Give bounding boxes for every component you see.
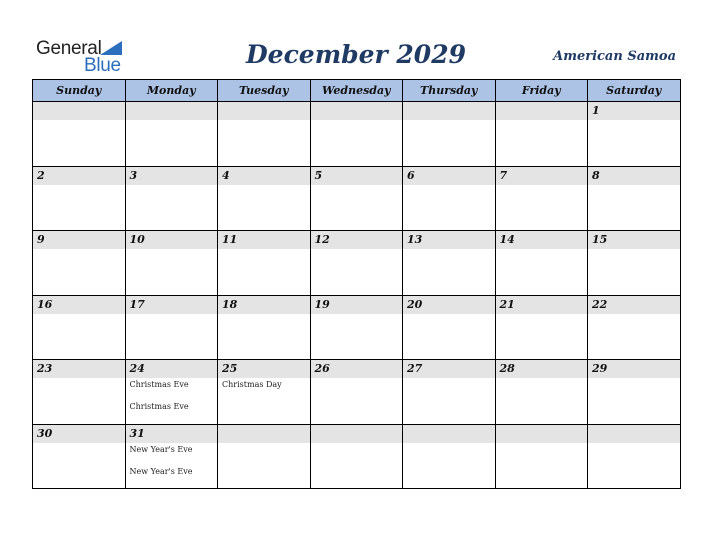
day-cell[interactable]	[403, 295, 496, 360]
day-number-band	[218, 296, 310, 314]
day-cell[interactable]	[588, 424, 681, 489]
day-number: 20	[407, 297, 423, 311]
day-number-band	[403, 360, 495, 378]
day-number-band	[311, 102, 403, 120]
holiday-event: New Year's Eve	[129, 444, 193, 454]
day-cell[interactable]	[218, 295, 311, 360]
weekday-header: Sunday	[33, 80, 126, 102]
weekday-header: Tuesday	[218, 80, 311, 102]
day-number: 5	[314, 168, 323, 182]
day-cell[interactable]	[495, 166, 588, 231]
day-number-band	[403, 167, 495, 185]
day-number-band	[588, 167, 680, 185]
day-cell[interactable]	[33, 424, 126, 489]
week-row	[33, 424, 681, 489]
day-number: 19	[314, 297, 330, 311]
day-number-band	[33, 102, 125, 120]
day-cell[interactable]	[125, 166, 218, 231]
day-number: 27	[407, 362, 423, 375]
day-cell[interactable]	[310, 231, 403, 296]
day-cell[interactable]	[495, 295, 588, 360]
day-number-band	[403, 102, 495, 120]
day-number-band	[311, 360, 403, 378]
day-number-band	[588, 425, 680, 443]
day-number: 14	[499, 233, 515, 246]
day-cell[interactable]	[495, 102, 588, 167]
day-cell[interactable]	[495, 231, 588, 296]
calendar-grid	[32, 79, 681, 489]
day-number-band	[588, 296, 680, 314]
day-number: 11	[222, 233, 238, 246]
day-cell[interactable]	[588, 102, 681, 167]
day-cell[interactable]	[33, 231, 126, 296]
calendar-title: December 2029	[245, 40, 466, 69]
day-number-band	[403, 425, 495, 443]
day-number: 4	[222, 168, 230, 182]
day-number: 23	[37, 362, 53, 375]
day-cell[interactable]	[403, 166, 496, 231]
day-number: 6	[407, 168, 415, 182]
day-cell[interactable]	[588, 360, 681, 425]
week-row	[33, 360, 681, 425]
day-number-band	[33, 360, 125, 378]
day-number-band	[126, 360, 218, 378]
day-cell[interactable]	[218, 231, 311, 296]
day-number-band	[218, 425, 310, 443]
day-number: 15	[592, 233, 608, 246]
day-cell[interactable]	[588, 295, 681, 360]
weekday-header: Friday	[495, 80, 588, 102]
day-number: 17	[129, 297, 145, 311]
day-number-band	[588, 360, 680, 378]
day-cell[interactable]	[33, 360, 126, 425]
day-cell[interactable]	[218, 102, 311, 167]
logo-blue-text: Blue	[84, 55, 121, 76]
day-number-band	[496, 102, 588, 120]
day-cell[interactable]	[310, 102, 403, 167]
week-row	[33, 102, 681, 167]
day-number: 24	[129, 362, 145, 375]
day-cell[interactable]	[588, 166, 681, 231]
region-label: American Samoa	[553, 49, 676, 64]
day-cell[interactable]	[310, 424, 403, 489]
day-number-band	[311, 425, 403, 443]
day-number: 22	[592, 297, 608, 311]
weekday-header: Saturday	[588, 80, 681, 102]
day-cell[interactable]	[125, 231, 218, 296]
day-cell[interactable]	[588, 231, 681, 296]
day-cell[interactable]	[403, 360, 496, 425]
day-number: 10	[129, 233, 145, 246]
logo-general-text: General	[36, 38, 102, 59]
day-number-band	[588, 231, 680, 249]
day-number: 25	[222, 362, 238, 375]
day-number: 18	[222, 297, 238, 311]
day-number: 12	[314, 233, 330, 246]
day-cell[interactable]	[125, 424, 218, 489]
day-number-band	[496, 360, 588, 378]
day-number-band	[496, 296, 588, 314]
day-number-band	[403, 296, 495, 314]
day-number: 26	[314, 362, 330, 375]
day-cell[interactable]	[33, 102, 126, 167]
day-cell[interactable]	[403, 102, 496, 167]
day-number-band	[33, 167, 125, 185]
day-cell[interactable]	[310, 166, 403, 231]
week-row	[33, 166, 681, 231]
day-number: 13	[407, 233, 423, 246]
day-number-band	[496, 167, 588, 185]
day-cell[interactable]	[125, 360, 218, 425]
weekday-header-row	[33, 80, 681, 102]
holiday-event: Christmas Eve	[129, 402, 189, 411]
day-number-band	[218, 231, 310, 249]
day-number: 31	[129, 426, 145, 440]
day-cell[interactable]	[495, 360, 588, 425]
day-number-band	[311, 296, 403, 314]
day-number-band	[496, 425, 588, 443]
day-number-band	[33, 231, 125, 249]
day-number-band	[588, 102, 680, 120]
day-cell[interactable]	[403, 424, 496, 489]
day-number-band	[218, 102, 310, 120]
day-number-band	[311, 167, 403, 185]
day-number: 7	[499, 168, 508, 182]
day-number-band	[403, 231, 495, 249]
day-cell[interactable]	[218, 360, 311, 425]
day-cell[interactable]	[33, 295, 126, 360]
day-cell[interactable]	[218, 424, 311, 489]
day-number: 29	[592, 362, 608, 375]
day-number-band	[33, 296, 125, 314]
day-number: 3	[129, 168, 138, 182]
day-number: 2	[37, 168, 45, 182]
day-cell[interactable]	[310, 360, 403, 425]
day-number-band	[126, 425, 218, 443]
day-number-band	[218, 360, 310, 378]
week-row	[33, 295, 681, 360]
day-number-band	[126, 231, 218, 249]
weekday-header: Monday	[125, 80, 218, 102]
weekday-header: Wednesday	[310, 80, 403, 102]
day-number-band	[218, 167, 310, 185]
day-cell[interactable]	[33, 166, 126, 231]
day-number-band	[311, 231, 403, 249]
week-row	[33, 231, 681, 296]
day-number: 30	[37, 426, 53, 440]
day-number-band	[126, 102, 218, 120]
day-cell[interactable]	[125, 102, 218, 167]
day-number: 16	[37, 297, 53, 311]
day-cell[interactable]	[403, 231, 496, 296]
holiday-event: New Year's Eve	[129, 466, 193, 476]
day-number-band	[126, 296, 218, 314]
day-number: 9	[37, 233, 45, 246]
day-cell[interactable]	[125, 295, 218, 360]
day-cell[interactable]	[310, 295, 403, 360]
day-number-band	[33, 425, 125, 443]
day-number-band	[126, 167, 218, 185]
weekday-header: Thursday	[403, 80, 496, 102]
day-number: 8	[592, 168, 600, 182]
day-cell[interactable]	[218, 166, 311, 231]
holiday-event: Christmas Day	[222, 380, 282, 389]
day-number-band	[496, 231, 588, 249]
day-number: 1	[592, 104, 600, 117]
day-number: 28	[499, 362, 515, 375]
day-number: 21	[499, 297, 515, 311]
holiday-event: Christmas Eve	[129, 380, 189, 389]
day-cell[interactable]	[495, 424, 588, 489]
